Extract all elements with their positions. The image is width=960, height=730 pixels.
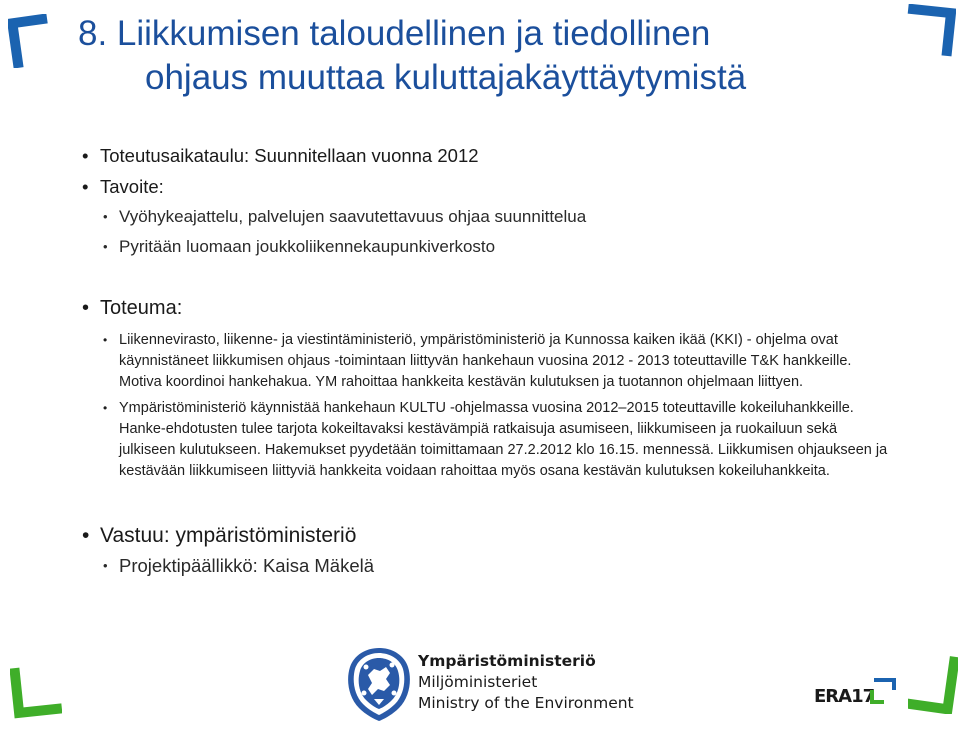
bullet-responsibility: • Vastuu: ympäristöministeriö [82, 522, 892, 549]
ministry-logo [344, 645, 664, 723]
slide-title-line-1: 8. Liikkumisen taloudellinen ja tiedollinen [78, 14, 711, 53]
bullet-outcome-sub-1: • Liikennevirasto, liikenne- ja viestintäministeriö, ympäristöministeriö ja Kunnossa kaiken ikää (KKI) - ohjelma ovat käynnistäneet liikkumisen ohjaus -toimintaan liittyvän hankehaun vuosina 2012 - 2013 toteuttaville T&K hankkeille. Motiva koordinoi hankehakua. YM rahoittaa hankkeita kestävän kulutuksen ja tuotannon ohjelmaan liittyen. [82, 330, 892, 393]
corner-bracket-bottom-left [10, 664, 62, 720]
corner-bracket-bottom-right [908, 652, 958, 714]
bullet-outcome: • Toteuma: [82, 296, 892, 320]
slide-title [78, 12, 898, 100]
bullet-goal-sub-1: • Vyöhykeajattelu, palvelujen saavutettavuus ohjaa suunnittelua [82, 205, 892, 228]
lion-crest-icon [344, 645, 414, 723]
ministry-name-fi: Ympäristöministeriö [418, 652, 596, 670]
ministry-name-sv: Miljöministeriet [418, 673, 538, 691]
slide-title-line-2: ohjaus muuttaa kuluttajakäyttäytymistä [145, 58, 747, 97]
corner-bracket-top-left [8, 14, 52, 68]
slide-content [82, 144, 892, 579]
era17-logo-text: ERA17 [814, 686, 875, 707]
bullet-project-lead: • Projektipäällikkö: Kaisa Mäkelä [82, 553, 892, 579]
era17-logo [812, 676, 896, 710]
bullet-goal-sub-2: • Pyritään luomaan joukkoliikennekaupunkiverkosto [82, 235, 892, 258]
bullet-goal: • Tavoite: [82, 175, 892, 199]
corner-bracket-top-right [904, 4, 956, 58]
bullet-schedule: • Toteutusaikataulu: Suunnitellaan vuonna 2012 [82, 144, 892, 168]
ministry-name-en: Ministry of the Environment [418, 694, 634, 712]
ministry-names [418, 651, 634, 714]
bullet-outcome-sub-2: • Ympäristöministeriö käynnistää hankehaun KULTU -ohjelmassa vuosina 2012–2015 toteuttaville kokeiluhankkeille. Hanke-ehdotusten tulee tarjota kokeiltavaksi kestävämpiä ratkaisuja asumiseen, liikkumiseen ja ruokailuun sekä julkiseen kulutukseen. Hakemukset pyydetään toimittamaan 27.2.2012 klo 16.15. mennessä. Liikkumisen ohjaukseen ja kestävään liikkumiseen liittyviä hankkeita voidaan rahoittaa myös osana kestävän kulutuksen kokeiluhankkeita. [82, 398, 892, 482]
